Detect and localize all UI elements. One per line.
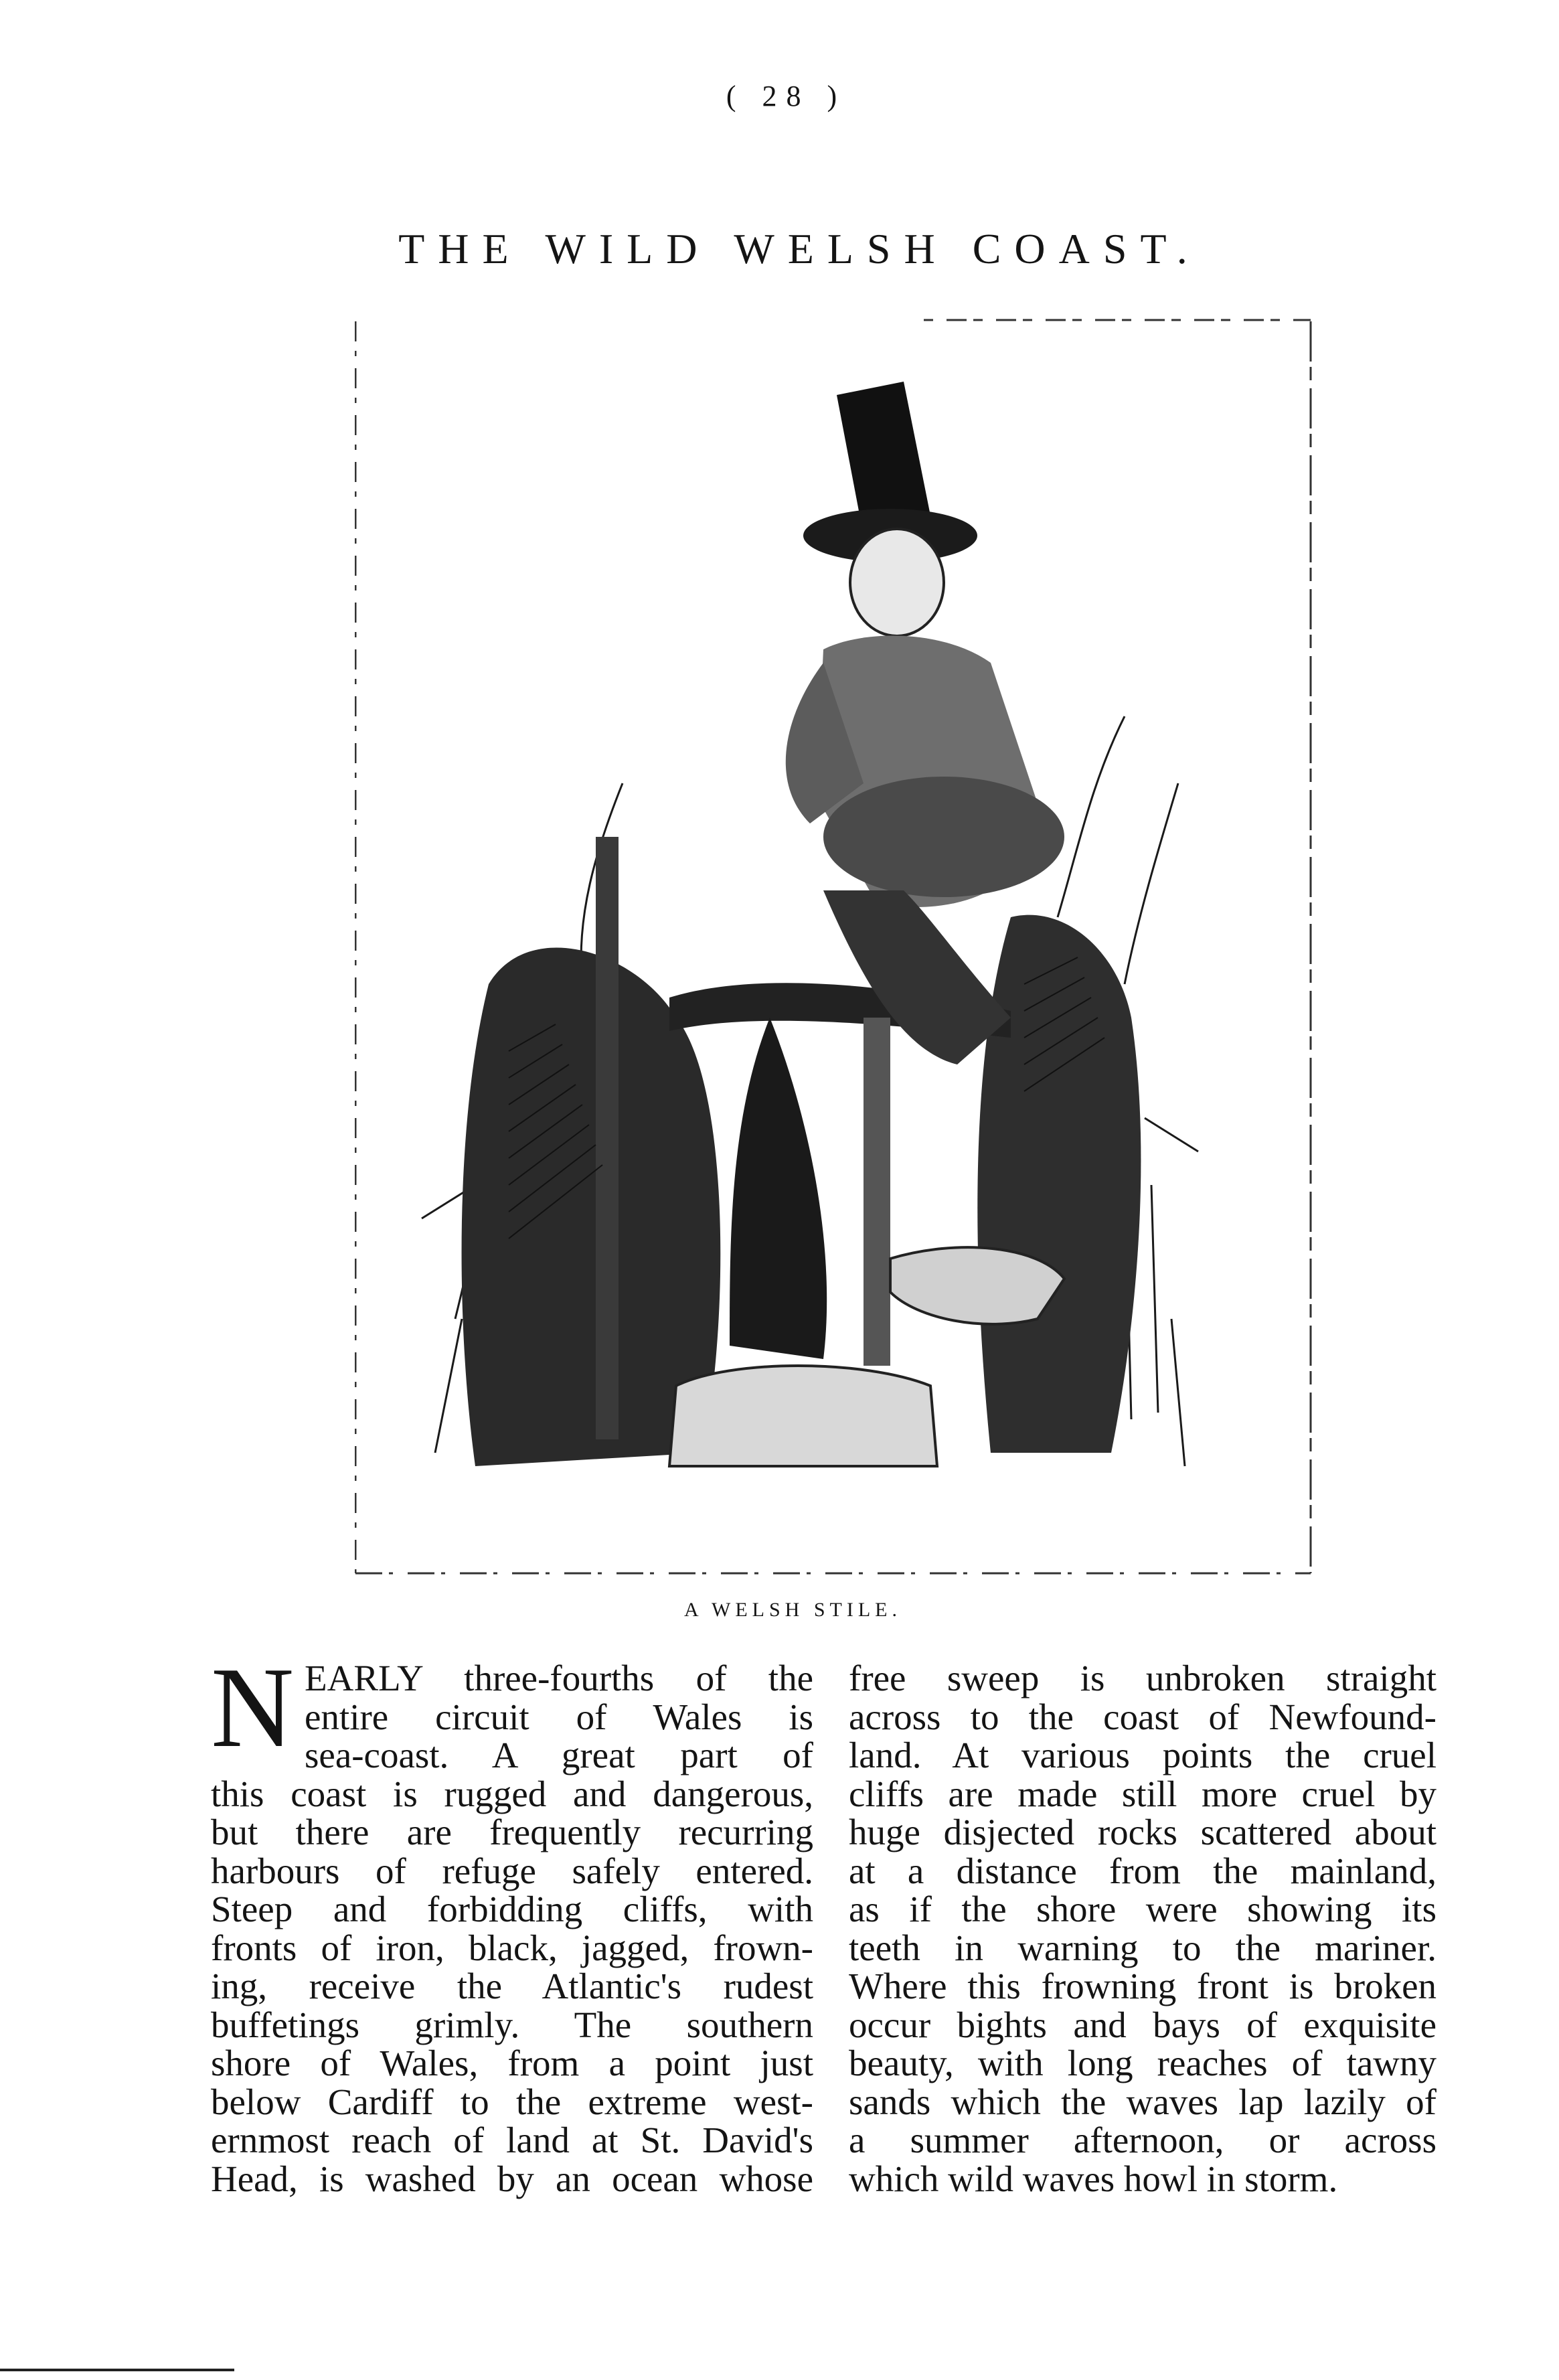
stile-post: [864, 1018, 890, 1366]
text-line: sea-coast. A great part of: [305, 1735, 813, 1775]
page-number: ( 28 ): [726, 80, 847, 112]
text-line: ing, receive the Atlantic's rudest: [211, 1966, 813, 2006]
text-line: teeth in warning to the mariner.: [849, 1927, 1437, 1968]
text-line: ernmost reach of land at St. David's: [211, 2120, 813, 2160]
text-line: occur bights and bays of exquisite: [849, 2004, 1437, 2045]
article-title: THE WILD WELSH COAST.: [398, 225, 1201, 272]
drop-cap: N: [211, 1644, 295, 1771]
text-line: which wild waves howl in storm.: [849, 2158, 1338, 2199]
text-line: buffetings grimly. The southern: [211, 2004, 813, 2045]
text-line: at a distance from the mainland,: [849, 1850, 1437, 1891]
text-line: free sweep is unbroken straight: [849, 1658, 1437, 1698]
text-line: this coast is rugged and dangerous,: [211, 1773, 813, 1814]
text-line: as if the shore were showing its: [849, 1889, 1437, 1929]
text-line: across to the coast of Newfound-: [849, 1696, 1437, 1737]
text-line: shore of Wales, from a point just: [211, 2043, 813, 2083]
rock-upper: [890, 1247, 1064, 1324]
illustration-caption: A WELSH STILE.: [684, 1599, 902, 1621]
text-line: a summer afternoon, or across: [849, 2120, 1437, 2160]
footer-rule: [0, 2369, 234, 2371]
text-line: harbours of refuge safely entered.: [211, 1850, 813, 1891]
rock-front: [669, 1366, 937, 1466]
article-right-column: [849, 1659, 1437, 2198]
fence-post: [596, 837, 619, 1439]
text-line: below Cardiff to the extreme west-: [211, 2081, 813, 2122]
text-line: Head, is washed by an ocean whose: [211, 2158, 813, 2199]
text-line: fronts of iron, black, jagged, frown-: [211, 1927, 813, 1968]
text-line: sands which the waves lap lazily of: [849, 2081, 1437, 2122]
article-left-column: [211, 1644, 813, 2199]
text-line: land. At various points the cruel: [849, 1735, 1437, 1775]
text-line: but there are frequently recurring: [211, 1812, 813, 1852]
text-line: Steep and forbidding cliffs, with: [211, 1889, 813, 1929]
text-line: beauty, with long reaches of tawny: [849, 2043, 1437, 2083]
hedge-right: [977, 915, 1141, 1453]
welsh-stile-illustration: [355, 315, 1312, 1580]
text-line: EARLY three-fourths of the: [305, 1658, 813, 1698]
text-line: huge disjected rocks scattered about: [849, 1812, 1437, 1852]
text-line: cliffs are made still more cruel by: [849, 1773, 1437, 1814]
text-line: entire circuit of Wales is: [305, 1696, 813, 1737]
text-line: Where this frowning front is broken: [849, 1966, 1437, 2006]
